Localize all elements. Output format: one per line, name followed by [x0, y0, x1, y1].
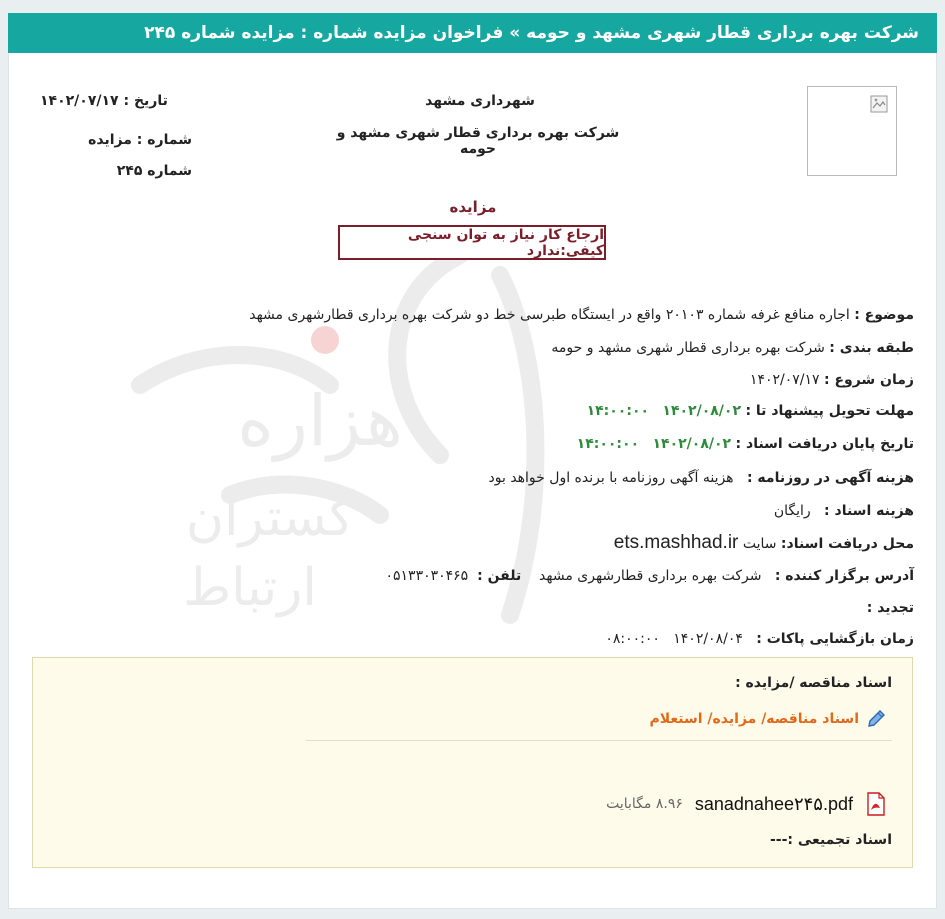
- start-row: [750, 372, 914, 388]
- file-size: ۸.۹۶ مگابایت: [606, 796, 683, 812]
- page-header: [8, 13, 937, 53]
- subject-label: موضوع :: [854, 307, 914, 323]
- doc-end-value: ۱۴۰۲/۰۸/۰۲: [652, 436, 732, 452]
- address-label: آدرس برگزار کننده :: [774, 568, 914, 584]
- date-label: تاریخ :: [123, 93, 168, 109]
- doc-cost-label: هزینه اسناد :: [824, 503, 914, 519]
- opening-date: ۱۴۰۲/۰۸/۰۴: [673, 631, 743, 647]
- deadline-label: مهلت تحویل پیشنهاد تا :: [745, 403, 914, 419]
- pdf-icon[interactable]: [865, 792, 887, 816]
- svg-text:ارتباط: ارتباط: [183, 558, 317, 618]
- org-municipality: شهرداری مشهد: [425, 93, 535, 109]
- pencil-icon: [865, 708, 887, 730]
- doc-place-label: محل دریافت اسناد:: [780, 536, 914, 552]
- opening-time: ۰۸:۰۰:۰۰: [605, 631, 660, 647]
- svg-text:گستران: گستران: [185, 488, 355, 548]
- org-company: شرکت بهره برداری قطار شهری مشهد و حومه: [336, 125, 620, 157]
- doc-cost-row: [774, 503, 914, 519]
- date-value: ۱۴۰۲/۰۷/۱۷: [40, 93, 119, 109]
- doc-cost-value: رایگان: [773, 503, 811, 519]
- documents-title: اسناد مناقصه /مزایده :: [735, 675, 892, 691]
- quality-note-text: ارجاع کار نیاز به توان سنجی کیفی:ندارد: [407, 226, 604, 259]
- ad-cost-value: هزینه آگهی روزنامه با برنده اول خواهد بود: [488, 470, 734, 486]
- deadline-row: [587, 403, 914, 419]
- documents-summary: اسناد تجمیعی :---: [769, 832, 892, 848]
- phone-label: تلفن :: [477, 568, 522, 584]
- documents-link[interactable]: [649, 708, 887, 730]
- doc-end-label: تاریخ پایان دریافت اسناد :: [735, 436, 914, 452]
- opening-label: زمان بازگشایی پاکات :: [756, 631, 914, 647]
- header-title: شرکت بهره برداری قطار شهری مشهد و حومه » فراخوان مزایده شماره : مزایده شماره ۲۴۵: [144, 23, 919, 43]
- renewal-row: [867, 600, 914, 616]
- start-value: ۱۴۰۲/۰۷/۱۷: [749, 372, 820, 388]
- address-value: شرکت بهره برداری قطارشهری مشهد: [539, 568, 762, 584]
- renewal-label: تجدید :: [866, 600, 914, 616]
- phone-value: ۰۵۱۳۳۰۳۰۴۶۵: [385, 568, 469, 584]
- deadline-value: ۱۴۰۲/۰۸/۰۲: [662, 403, 741, 419]
- category-value: شرکت بهره برداری قطار شهری مشهد و حومه: [551, 340, 825, 356]
- svg-text:هزاره: هزاره: [237, 380, 403, 462]
- subject-value: اجاره منافع غرفه شماره ۲۰۱۰۳ واقع در ایستگاه طبرسی خط دو شرکت بهره برداری قطارشهری مشهد: [249, 307, 850, 323]
- number-value: مزایده شماره ۲۴۵: [88, 132, 192, 179]
- start-label: زمان شروع :: [823, 372, 914, 388]
- broken-image-icon: [870, 95, 888, 113]
- image-placeholder: [807, 86, 897, 176]
- ad-cost-label: هزینه آگهی در روزنامه :: [746, 470, 914, 486]
- doc-place-site[interactable]: ets.mashhad.ir: [613, 532, 739, 553]
- doc-end-row: [577, 436, 914, 452]
- doc-place-prefix: سایت: [742, 536, 777, 552]
- quality-note: [338, 225, 606, 260]
- documents-divider: [306, 740, 892, 741]
- ad-cost-row: [489, 470, 915, 486]
- opening-row: [605, 631, 914, 647]
- doc-end-time: ۱۴:۰۰:۰۰: [576, 436, 640, 452]
- number-line: [40, 125, 192, 187]
- auction-title: مزایده: [449, 198, 497, 216]
- documents-link-label[interactable]: اسناد مناقصه/ مزایده/ استعلام: [649, 711, 859, 727]
- subject-row: [249, 307, 914, 323]
- number-label: شماره :: [136, 132, 192, 148]
- category-row: [551, 340, 914, 356]
- deadline-time: ۱۴:۰۰:۰۰: [586, 403, 650, 419]
- doc-place-row: [614, 532, 914, 554]
- file-name-link[interactable]: sanadnahee۲۴۵.pdf: [694, 793, 853, 814]
- category-label: طبقه بندی :: [829, 340, 914, 356]
- date-line: [40, 93, 168, 109]
- file-row: [606, 792, 887, 816]
- documents-panel: [32, 657, 913, 868]
- address-row: [385, 568, 914, 584]
